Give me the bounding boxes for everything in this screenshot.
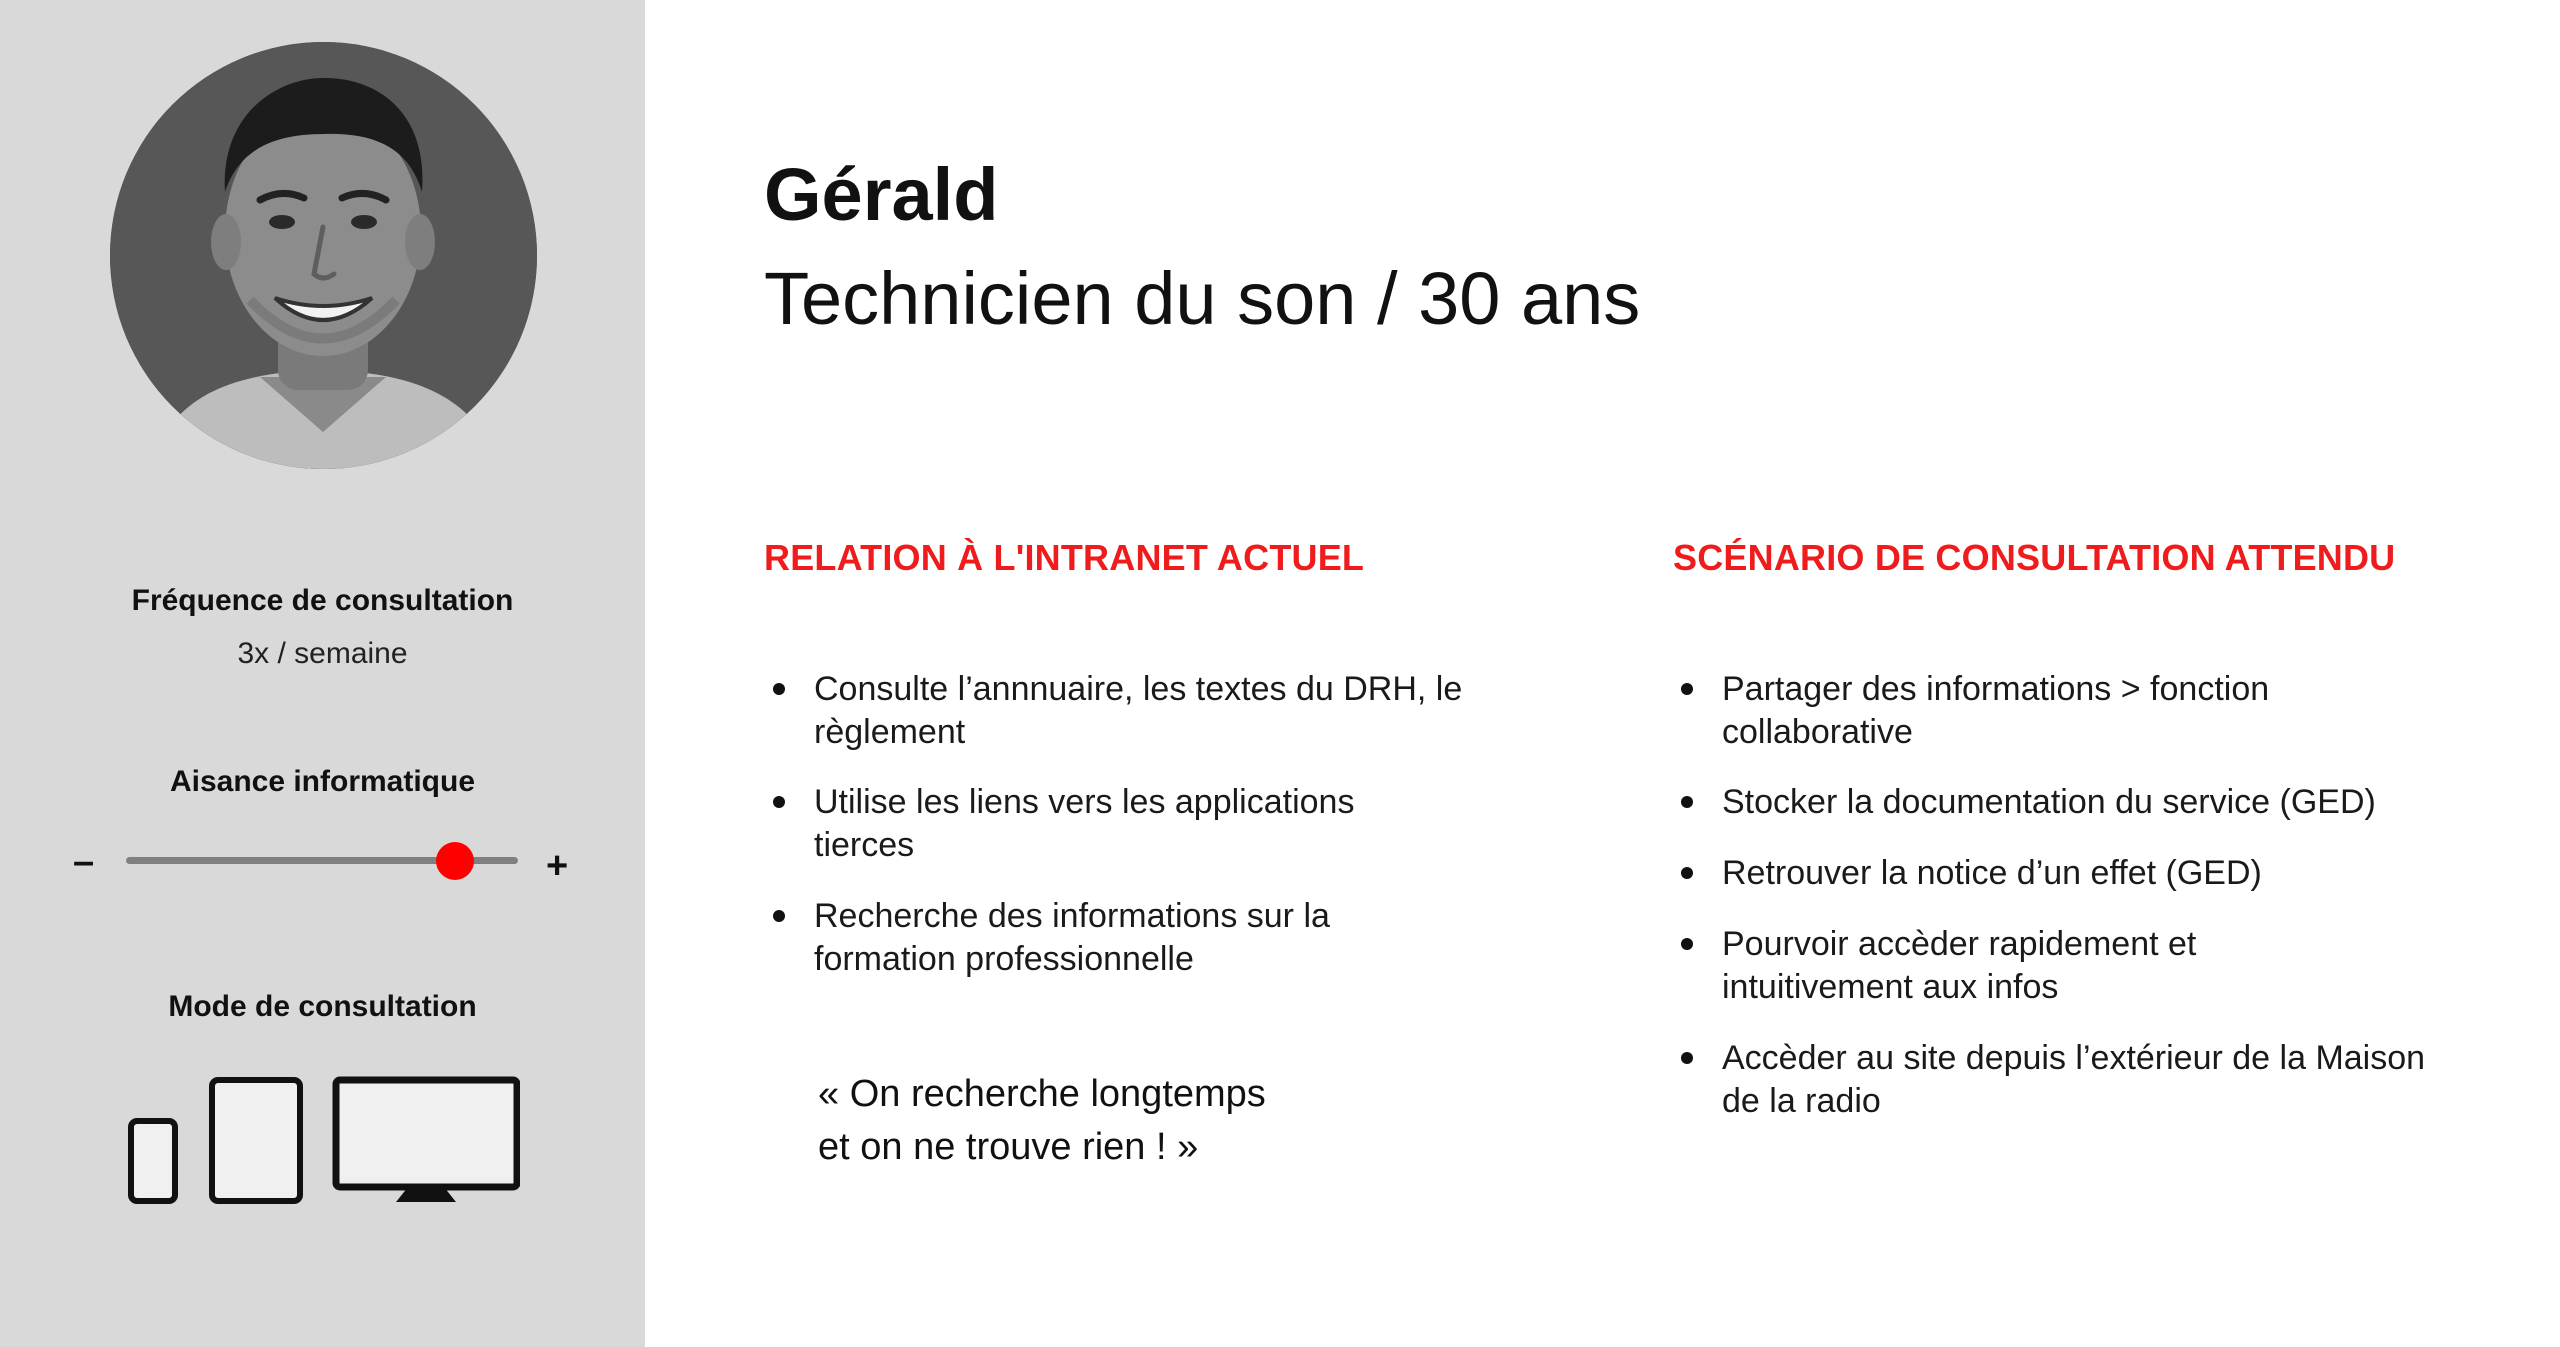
slider-min-label: – bbox=[73, 841, 95, 883]
bullet-icon bbox=[1681, 938, 1693, 950]
expected-scenario-heading: SCÉNARIO DE CONSULTATION ATTENDU bbox=[1673, 537, 2396, 578]
frequency-value: 3x / semaine bbox=[237, 637, 408, 670]
frequency-label: Fréquence de consultation bbox=[131, 584, 514, 617]
portrait-photo bbox=[110, 42, 537, 469]
list-item: Accèder au site depuis l’extérieur de la Maison de la radio bbox=[1674, 1037, 2442, 1123]
skill-slider-track bbox=[126, 857, 518, 864]
list-item: Recherche des informations sur la formation professionnelle bbox=[766, 895, 1434, 981]
persona-name: Gérald bbox=[764, 153, 999, 236]
list-item: Utilise les liens vers les applications tierces bbox=[766, 781, 1434, 867]
phone-icon bbox=[131, 1121, 175, 1201]
device-icons bbox=[128, 1068, 520, 1204]
list-item: Consulte l’annnuaire, les textes du DRH, le règlement bbox=[766, 668, 1514, 754]
list-item: Retrouver la notice d’un effet (GED) bbox=[1674, 852, 2502, 895]
skill-label: Aisance informatique bbox=[169, 765, 476, 798]
list-item: Stocker la documentation du service (GED) bbox=[1674, 781, 2502, 824]
bullet-icon bbox=[1681, 1052, 1693, 1064]
skill-slider-thumb bbox=[436, 842, 474, 880]
bullet-icon bbox=[1681, 867, 1693, 879]
current-relation-heading: RELATION À L'INTRANET ACTUEL bbox=[764, 537, 1365, 578]
desktop-icon bbox=[336, 1080, 517, 1202]
list-item: Partager des informations > fonction collaborative bbox=[1674, 668, 2372, 754]
bullet-icon bbox=[1681, 683, 1693, 695]
persona-role: Technicien du son / 30 ans bbox=[764, 257, 1641, 340]
list-item: Pourvoir accèder rapidement et intuitivement aux infos bbox=[1674, 923, 2322, 1009]
slider-max-label: + bbox=[546, 845, 569, 887]
bullet-icon bbox=[773, 683, 785, 695]
persona-sidebar bbox=[0, 0, 645, 1347]
persona-quote: « On recherche longtemps et on ne trouve rien ! » bbox=[818, 1073, 1266, 1168]
bullet-icon bbox=[773, 910, 785, 922]
bullet-icon bbox=[773, 796, 785, 808]
mode-label: Mode de consultation bbox=[168, 990, 477, 1023]
tablet-icon bbox=[212, 1080, 300, 1201]
bullet-icon bbox=[1681, 796, 1693, 808]
avatar bbox=[110, 42, 537, 469]
